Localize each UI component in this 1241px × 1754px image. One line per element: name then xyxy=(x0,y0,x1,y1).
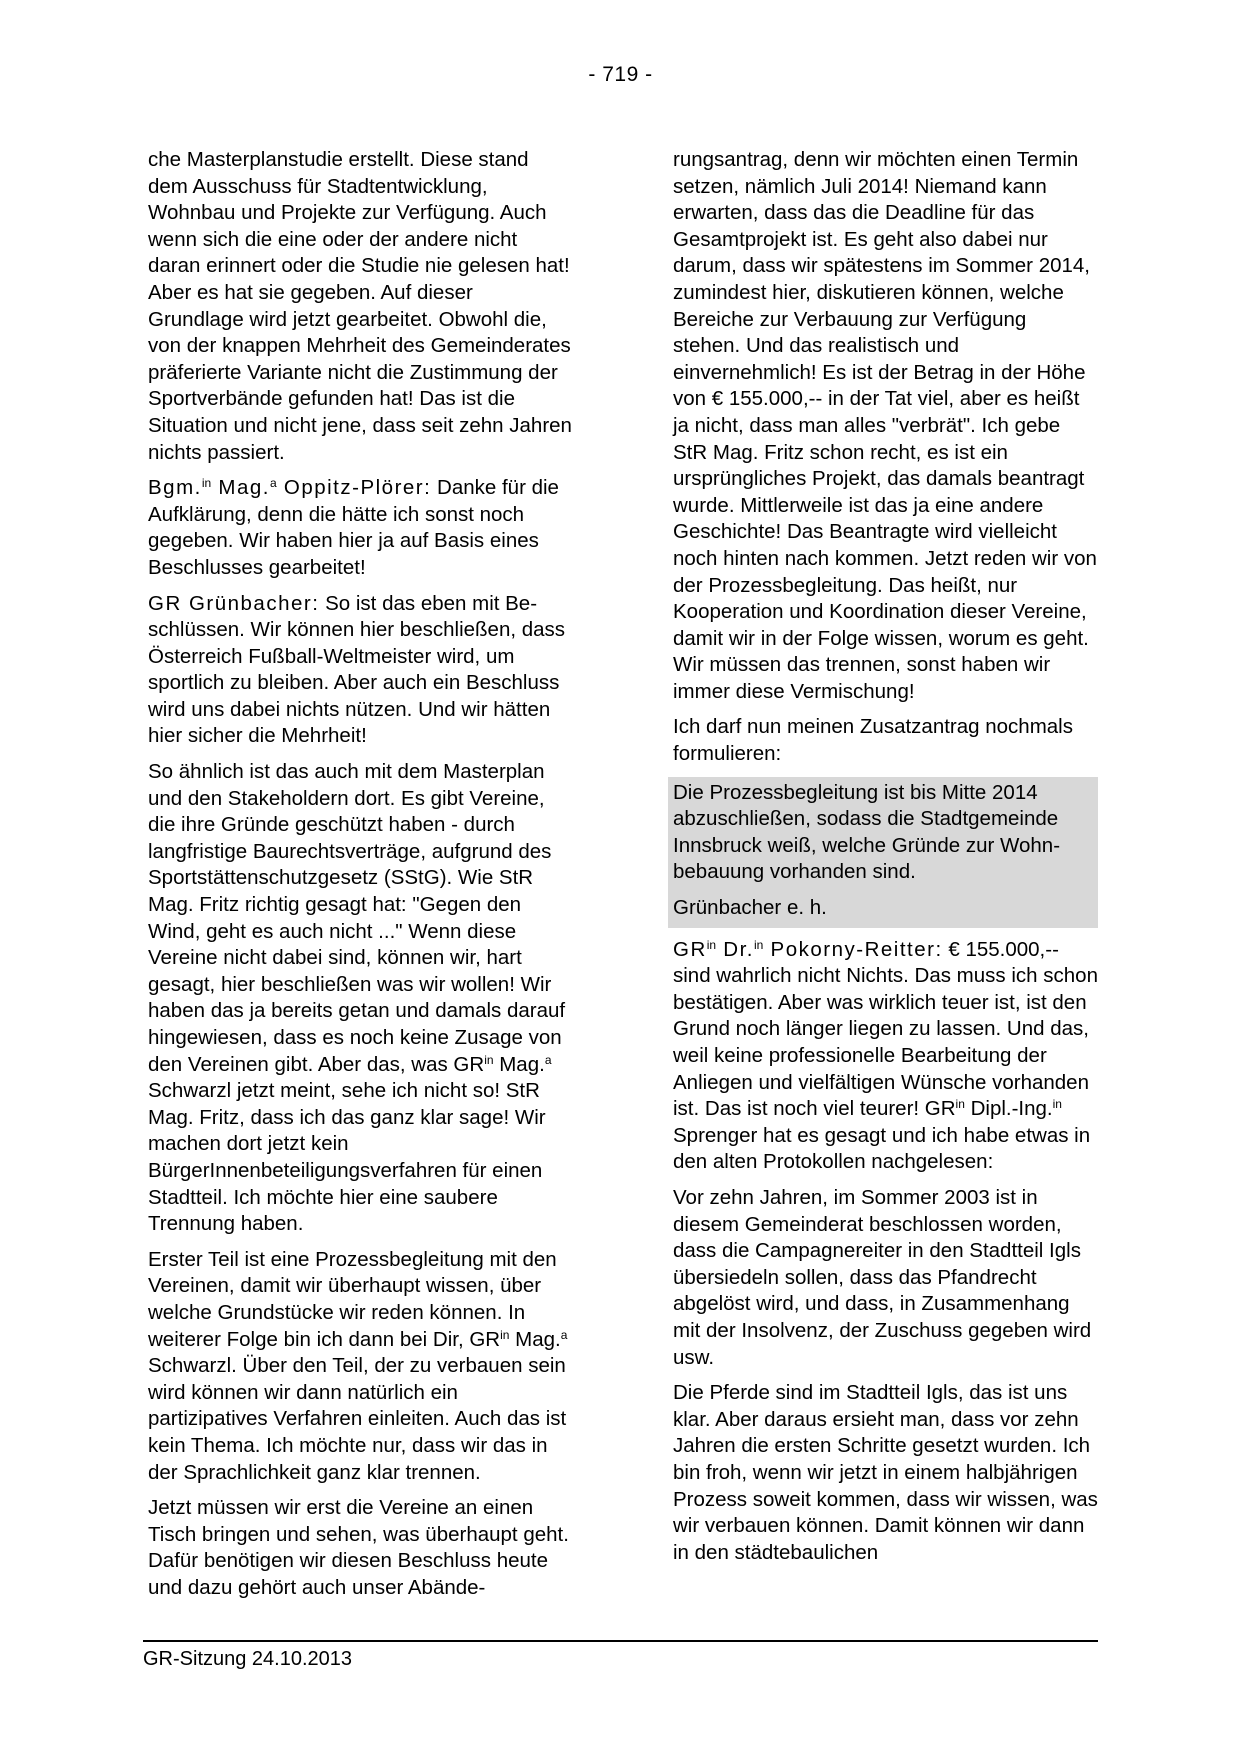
footer-session-label: GR-Sitzung 24.10.2013 xyxy=(143,1648,353,1670)
speaker-name: Dr. xyxy=(716,937,754,961)
text-run: Mag. xyxy=(493,1052,545,1076)
paragraph xyxy=(148,1247,573,1486)
text-run: Ich darf nun meinen Zusatzantrag nochmals formulieren: xyxy=(673,715,1073,766)
speaker-superscript: in xyxy=(201,476,212,491)
text-run: Mag. xyxy=(509,1327,561,1351)
speaker-name: GR xyxy=(673,937,707,961)
superscript: in xyxy=(500,1327,510,1342)
text-run: Vor zehn Jahren, im Sommer 2003 ist in diesem Gemeinderat beschlossen worden, dass die Campagnereiter in den Stadtteil Igls übersiedeln sollen, dass das Pfandrecht abgelöst wird, und dass, in Zusammenhang mit der Insolvenz, der Zuschuss gegeben wird usw. xyxy=(673,1185,1092,1369)
speaker-name: Mag. xyxy=(211,476,270,500)
highlighted-paragraph xyxy=(673,895,1093,922)
paragraph xyxy=(673,1380,1098,1566)
text-run: Die Prozessbegleitung ist bis Mitte 2014 abzuschließen, sodass die Stadtgemeinde Innsbruck weiß, welche Gründe zur Wohnbebauung vorhanden sind. xyxy=(673,780,1061,884)
left-column xyxy=(148,147,573,1610)
text-run: che Masterplanstudie erstellt. Diese stand dem Ausschuss für Stadtentwicklung, Wohnbau und Projekte zur Verfügung. Auch wenn sich die eine oder der andere nicht daran erinnert oder die Studie nie gelesen hat! Aber es hat sie gegeben. Auf dieser Grundlage wird jetzt gearbeitet. Obwohl die, von der knappen Mehrheit des Gemeinderates präferierte Variante nicht die Zustimmung der Sportverbände gefunden hat! Das ist die Situation und nicht jene, dass seit zehn Jahren nichts passiert. xyxy=(148,148,572,464)
text-run: So ist das eben mit Beschlüssen. Wir können hier beschließen, dass Österreich Fußball-Weltmeister wird, um sportlich zu bleiben. Aber auch ein Beschluss wird uns dabei nichts nützen. Und wir hätten hier sicher die Mehrheit! xyxy=(148,591,566,748)
speaker-superscript: in xyxy=(706,937,717,952)
text-run: Grünbacher e. h. xyxy=(673,896,827,920)
text-run: Dipl.-Ing. xyxy=(964,1097,1053,1121)
superscript: in xyxy=(1052,1097,1062,1112)
paragraph xyxy=(148,591,573,751)
superscript: a xyxy=(544,1052,552,1067)
paragraph xyxy=(673,147,1098,705)
speaker-name: GR Grünbacher: xyxy=(148,591,320,615)
text-run: Schwarzl jetzt meint, sehe ich nicht so! StR Mag. Fritz, dass ich das ganz klar sage! Wir machen dort jetzt kein BürgerInnenbeteiligungsverfahren für einen Stadtteil. Ich möchte hier eine saubere Trennung haben. xyxy=(148,1079,546,1236)
speaker-superscript: a xyxy=(269,476,277,491)
text-run: € 155.000,-- sind wahrlich nicht Nichts. Das muss ich schon bestätigen. Aber was wirklich teuer ist, ist den Grund noch länger liegen zu lassen. Und das, weil keine professionelle Bearbeitung der Anliegen und vielfältigen Wünsche vorhanden ist. Das ist noch viel teurer! GR xyxy=(673,937,1098,1121)
speaker-name: Oppitz-Plörer: xyxy=(276,476,432,500)
page-number: - 719 - xyxy=(588,63,653,86)
text-run: Jetzt müssen wir erst die Vereine an einen Tisch bringen und sehen, was überhaupt geht. Dafür benötigen wir diesen Beschluss heute und dazu gehört auch unser Abände- xyxy=(148,1496,569,1599)
text-run: Danke für die Aufklärung, denn die hätte ich sonst noch gegeben. Wir haben hier ja auf Basis eines Beschlusses gearbeitet! xyxy=(148,476,559,579)
text-run: So ähnlich ist das auch mit dem Masterplan und den Stakeholdern dort. Es gibt Vereine, die ihre Gründe geschützt haben - durch langfristige Baurechtsverträge, aufgrund des Sportstättenschutzgesetz (SStG). Wie StR Mag. Fritz richtig gesagt hat: "Gegen den Wind, geht es auch nicht ..." Wenn diese Vereine nicht dabei sind, können wir, hart gesagt, hier beschließen was wir wollen! Wir haben das ja bereits getan und damals darauf hingewiesen, dass es noch keine Zusage von den Vereinen gibt. Aber das, was GR xyxy=(148,760,566,1076)
page-footer xyxy=(143,1640,1098,1671)
text-run: Sprenger hat es gesagt und ich habe etwas in den alten Protokollen nachgelesen: xyxy=(673,1123,1091,1174)
text-run: Die Pferde sind im Stadtteil Igls, das ist uns klar. Aber daraus ersieht man, dass vor zehn Jahren die ersten Schritte gesetzt wurden. Ich bin froh, wenn wir jetzt in einem halbjährigen Prozess soweit kommen, dass wir wissen, was wir verbauen können. Damit können wir dann in den städtebaulichen xyxy=(673,1381,1098,1564)
paragraph xyxy=(148,147,573,466)
paragraph xyxy=(673,937,1098,1176)
superscript: in xyxy=(955,1097,965,1112)
paragraph xyxy=(673,714,1098,767)
paragraph xyxy=(673,1185,1098,1371)
text-run: Erster Teil ist eine Prozessbegleitung mit den Vereinen, damit wir überhaupt wissen, über welche Grundstücke wir reden können. In weiterer Folge bin ich dann bei Dir, GR xyxy=(148,1247,557,1351)
superscript: a xyxy=(560,1327,568,1342)
text-run: rungsantrag, denn wir möchten einen Termin setzen, nämlich Juli 2014! Niemand kann erwarten, dass das die Deadline für das Gesamtprojekt ist. Es geht also dabei nur darum, dass wir spätestens im Sommer 2014, zumindest hier, diskutieren können, welche Bereiche zur Verbauung zur Verfügung stehen. Und das realistisch und einvernehmlich! Es ist der Betrag in der Höhe von € 155.000,-- in der Tat viel, aber es heißt ja nicht, dass man alles "verbrät". Ich gebe StR Mag. Fritz schon recht, es ist ein ursprüngliches Projekt, das damals beantragt wurde. Mittlerweile ist das ja eine andere Geschichte! Das Beantragte wird vielleicht noch hinten nach kommen. Jetzt reden wir von der Prozessbegleitung. Das heißt, nur Kooperation und Koordination dieser Vereine, damit wir in der Folge wissen, worum es geht. Wir müssen das trennen, sonst haben wir immer diese Vermischung! xyxy=(673,148,1097,703)
speaker-name: Bgm. xyxy=(148,476,202,500)
motion-highlight-block xyxy=(668,777,1098,928)
superscript: in xyxy=(484,1052,494,1067)
speaker-superscript: in xyxy=(754,937,764,952)
page-body xyxy=(148,147,1098,1610)
highlighted-paragraph xyxy=(673,780,1093,886)
paragraph xyxy=(148,759,573,1238)
paragraph xyxy=(148,475,573,581)
right-column xyxy=(673,147,1098,1610)
text-run: Schwarzl. Über den Teil, der zu verbauen sein wird können wir dann natürlich ein partizipatives Verfahren einleiten. Auch das ist kein Thema. Ich möchte nur, dass wir das in der Sprachlichkeit ganz klar trennen. xyxy=(148,1354,567,1484)
speaker-name: Pokorny-Reitter: xyxy=(763,937,943,961)
paragraph xyxy=(148,1495,573,1601)
